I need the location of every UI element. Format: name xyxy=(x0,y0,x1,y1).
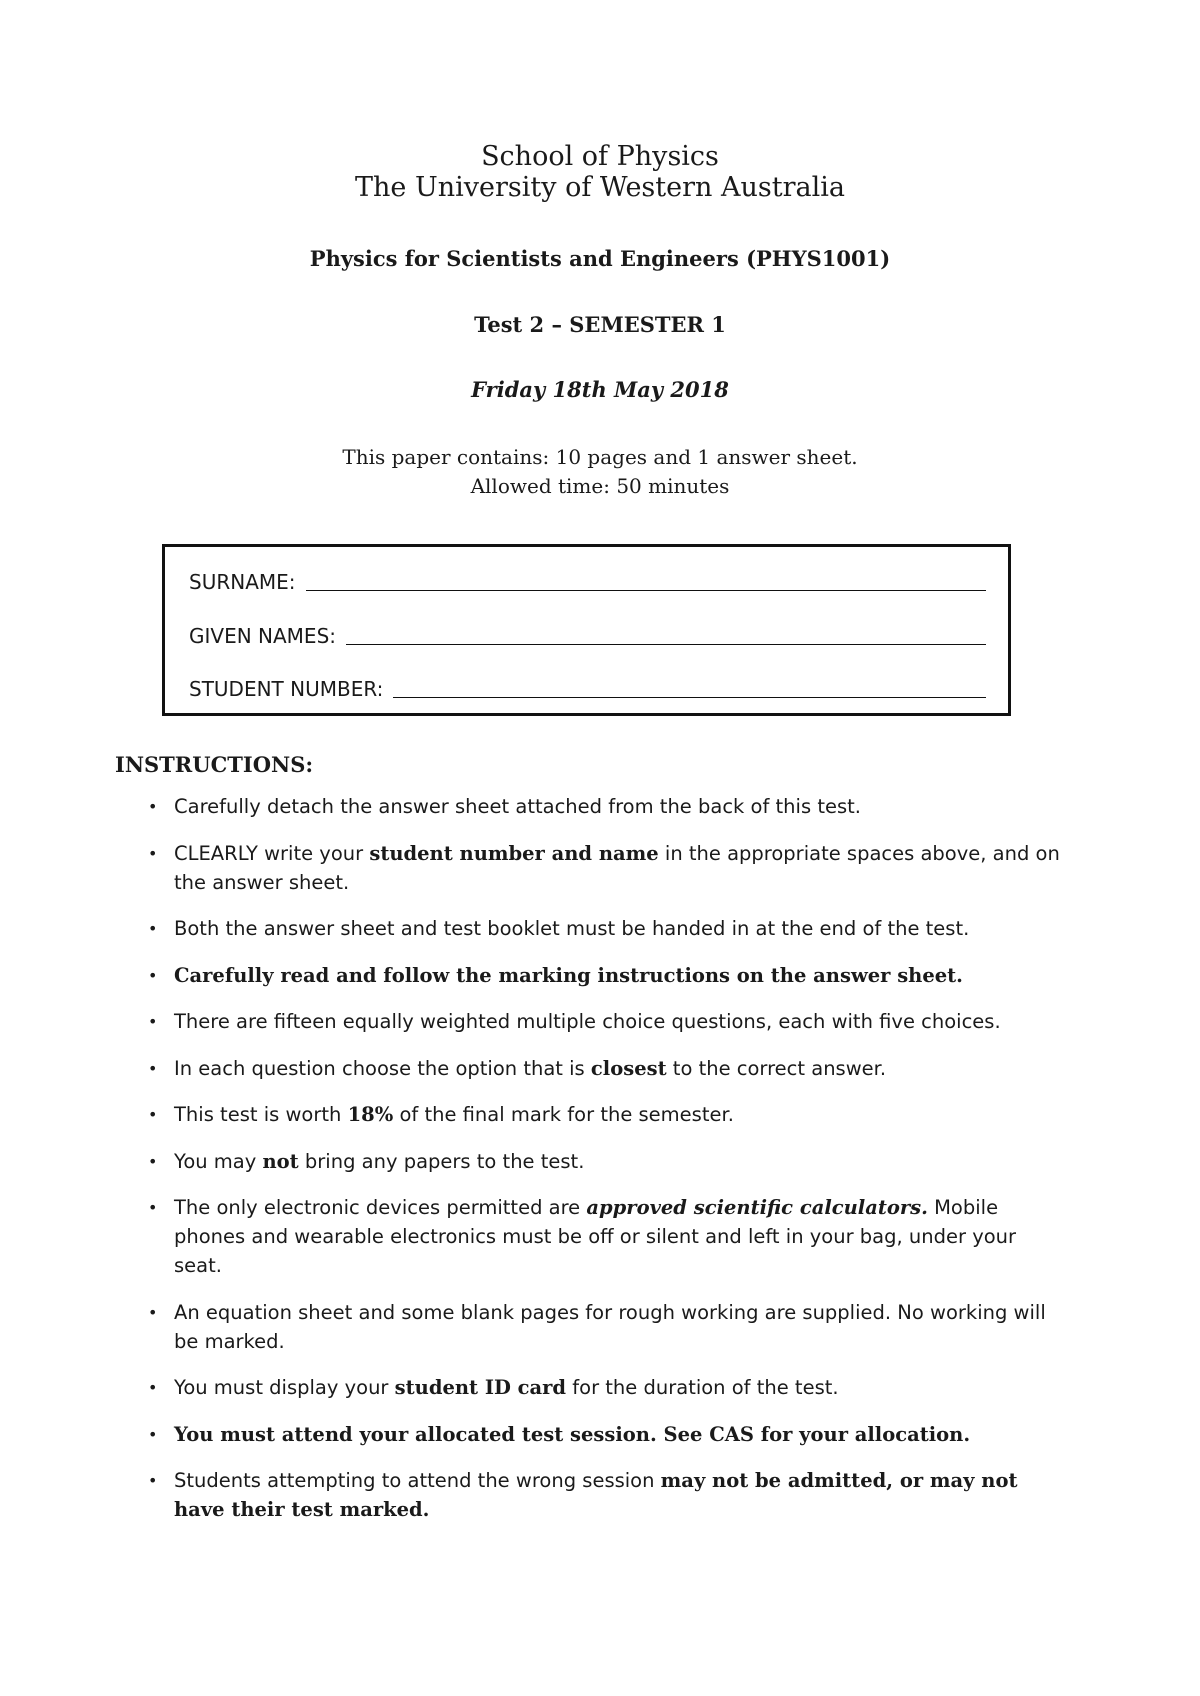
bullet-icon: • xyxy=(148,965,158,985)
instruction-emphasis: student number and name xyxy=(369,841,659,865)
instruction-text: You must display your xyxy=(174,1376,395,1399)
instruction-text: This test is worth xyxy=(174,1103,348,1126)
instruction-item xyxy=(148,839,1068,897)
instruction-item xyxy=(148,1054,1068,1083)
bullet-icon: • xyxy=(148,1058,158,1078)
bullet-icon: • xyxy=(148,1378,158,1397)
instruction-emphasis: 18% xyxy=(347,1103,394,1126)
instruction-emphasis: approved scientific calculators. xyxy=(586,1196,928,1219)
student-number-row xyxy=(189,676,986,702)
paper-contents: This paper contains: 10 pages and 1 answer sheet. xyxy=(342,445,858,469)
bullet-icon: • xyxy=(148,1105,158,1124)
given-names-label: GIVEN NAMES: xyxy=(189,624,337,648)
instruction-emphasis: student ID card xyxy=(394,1376,567,1399)
instruction-text: bring any papers to the test. xyxy=(298,1149,585,1173)
instructions-heading: INSTRUCTIONS: xyxy=(115,752,314,777)
bullet-icon: • xyxy=(148,1012,158,1031)
instruction-text: You may xyxy=(174,1149,263,1173)
instruction-text: The only electronic devices permitted are xyxy=(174,1196,587,1219)
instruction-text: Carefully detach the answer sheet attached from the back of this test. xyxy=(174,795,861,818)
course-title: Physics for Scientists and Engineers (PHYS1001) xyxy=(309,246,891,271)
student-number-field[interactable] xyxy=(393,696,986,698)
instruction-item xyxy=(148,1420,1068,1449)
instruction-text: Mobile phones and wearable electronics must be off or silent and left in your bag, under your seat. xyxy=(174,1196,1017,1277)
bullet-icon: • xyxy=(148,1302,158,1322)
instruction-item xyxy=(148,961,1068,990)
university-name: The University of Western Australia xyxy=(355,172,845,203)
instruction-item xyxy=(148,1193,1068,1280)
instruction-item xyxy=(148,914,1068,943)
given-names-row xyxy=(189,623,986,649)
instruction-item xyxy=(148,1007,1068,1036)
instruction-text: for the duration of the test. xyxy=(566,1376,839,1399)
instruction-emphasis: Carefully read and follow the marking instructions on the answer sheet. xyxy=(174,963,963,987)
instruction-item xyxy=(148,1466,1068,1524)
instruction-text: of the final mark for the semester. xyxy=(393,1103,734,1126)
instruction-emphasis: not xyxy=(262,1149,299,1173)
instruction-item xyxy=(148,1298,1068,1356)
student-details-box xyxy=(162,544,1011,716)
school-name: School of Physics xyxy=(481,141,719,172)
instruction-text: CLEARLY write your xyxy=(174,841,370,865)
instruction-text: An equation sheet and some blank pages for rough working are supplied. No working will be marked. xyxy=(174,1300,1046,1353)
test-title: Test 2 – SEMESTER 1 xyxy=(474,312,726,337)
bullet-icon: • xyxy=(148,843,158,863)
instruction-text: to the correct answer. xyxy=(666,1056,887,1080)
instruction-emphasis: closest xyxy=(590,1056,667,1080)
instruction-text: There are fifteen equally weighted multiple choice questions, each with five choices. xyxy=(174,1010,1001,1033)
test-date: Friday 18th May 2018 xyxy=(471,377,729,402)
instruction-item xyxy=(148,1147,1068,1176)
instruction-text: In each question choose the option that is xyxy=(174,1056,591,1080)
instruction-item xyxy=(148,792,1068,821)
surname-field[interactable] xyxy=(306,589,986,591)
bullet-icon: • xyxy=(148,797,158,816)
instructions-list xyxy=(148,792,1068,1542)
surname-row xyxy=(189,569,986,595)
instruction-emphasis: You must attend your allocated test session. See CAS for your allocation. xyxy=(174,1422,971,1446)
student-number-label: STUDENT NUMBER: xyxy=(189,677,384,701)
instruction-item xyxy=(148,1373,1068,1402)
bullet-icon: • xyxy=(148,1424,158,1444)
surname-label: SURNAME: xyxy=(189,570,296,594)
instruction-emphasis: may not be admitted, or may not have their test marked. xyxy=(174,1469,1018,1521)
instruction-item xyxy=(148,1100,1068,1129)
allowed-time: Allowed time: 50 minutes xyxy=(470,474,730,498)
bullet-icon: • xyxy=(148,919,158,938)
instruction-text: in the appropriate spaces above, and on the answer sheet. xyxy=(174,841,1060,894)
bullet-icon: • xyxy=(148,1198,158,1217)
bullet-icon: • xyxy=(148,1471,158,1490)
instruction-text: Students attempting to attend the wrong session xyxy=(174,1469,661,1492)
bullet-icon: • xyxy=(148,1151,158,1171)
given-names-field[interactable] xyxy=(346,643,986,645)
instruction-text: Both the answer sheet and test booklet must be handed in at the end of the test. xyxy=(174,917,970,940)
